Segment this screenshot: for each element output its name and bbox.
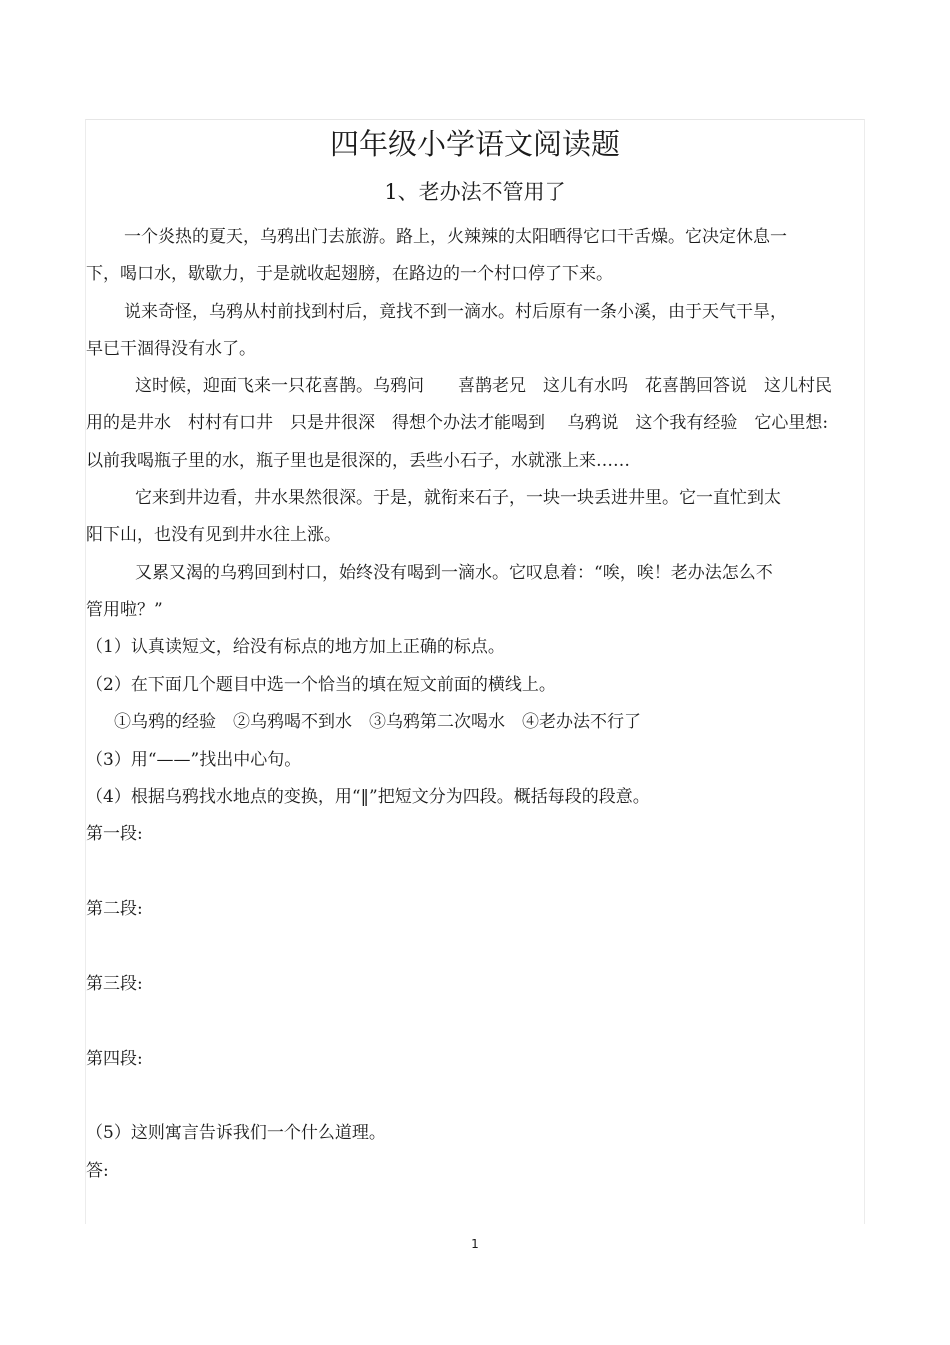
story-title: 1、老办法不管用了 [384, 180, 566, 204]
passage-line: 说来奇怪，乌鸦从村前找到村后，竟找不到一滴水。村后原有一条小溪，由于天气干旱， [124, 302, 787, 322]
passage-line: 早已干涸得没有水了。 [86, 339, 256, 359]
passage-line: 阳下山，也没有见到井水往上涨。 [86, 525, 341, 545]
segment-2-label: 第二段: [86, 899, 143, 919]
passage-line: 以前我喝瓶子里的水，瓶子里也是很深的，丢些小石子，水就涨上来…… [86, 451, 630, 471]
question-4: （4）根据乌鸦找水地点的变换，用“‖”把短文分为四段。概括每段的段意。 [86, 787, 650, 807]
passage-line: 它来到井边看，井水果然很深。于是，就衔来石子，一块一块丢进井里。它一直忙到太 [135, 488, 781, 508]
passage-line: 这时候，迎面飞来一只花喜鹊。乌鸦问 喜鹊老兄 这儿有水吗 花喜鹊回答说 这儿村民 [135, 376, 832, 396]
question-3: （3）用“——”找出中心句。 [86, 750, 302, 770]
document-title: 四年级小学语文阅读题 [329, 127, 620, 161]
passage-line: 用的是井水 村村有口井 只是井很深 得想个办法才能喝到 乌鸦说 这个我有经验 它心里想: [86, 413, 829, 433]
passage-line: 又累又渴的乌鸦回到村口，始终没有喝到一滴水。它叹息着：“唉，唉！老办法怎么不 [135, 563, 773, 583]
passage-line: 下，喝口水，歇歇力，于是就收起翅膀，在路边的一个村口停了下来。 [86, 264, 613, 284]
question-2-options: ①乌鸦的经验 ②乌鸦喝不到水 ③乌鸦第二次喝水 ④老办法不行了 [114, 712, 641, 732]
question-2: （2）在下面几个题目中选一个恰当的填在短文前面的横线上。 [86, 675, 556, 695]
segment-4-label: 第四段: [86, 1049, 143, 1069]
segment-3-label: 第三段: [86, 974, 143, 994]
page-number: 1 [471, 1237, 479, 1251]
passage-line: 管用啦？” [86, 600, 163, 620]
question-1: （1）认真读短文，给没有标点的地方加上正确的标点。 [86, 637, 505, 657]
segment-1-label: 第一段: [86, 824, 143, 844]
answer-label: 答: [86, 1161, 109, 1181]
question-5: （5）这则寓言告诉我们一个什么道理。 [86, 1123, 386, 1143]
passage-line: 一个炎热的夏天，乌鸦出门去旅游。路上，火辣辣的太阳晒得它口干舌燥。它决定休息一 [124, 227, 787, 247]
